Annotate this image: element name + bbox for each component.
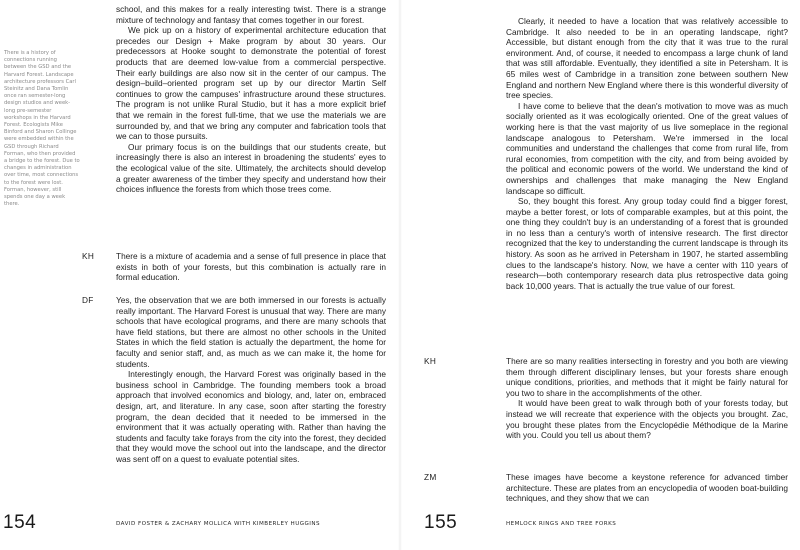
df-answer <box>116 295 386 465</box>
paragraph: We pick up on a history of experimental architecture education that precedes our Design + Make program by about 30 years. Our predecessors at Hooke sought to demonstrate the potential of forest products that are deemed low-value from a commercial perspective. Their early buildings are also now sit in the center of our campus. The design–build–oriented program set up by our director Martin Self continues to grow the campuses' infrastructure around these structures. The program is not unlike Rural Studio, but it has a more explicit brief that we remain in the forest full-time, that we use the materials we are surrounded by, and that we bring any computer and fabrication tools that we can to those pursuits. <box>116 25 386 142</box>
speaker-label-kh: KH <box>82 251 95 261</box>
paragraph: Clearly, it needed to have a location that was relatively accessible to Cambridge. It also needed to be in an operating landscape, right? Accessible, but distant enough from the city that it was true to the rural environment. And, of course, it needed to encompass a large chunk of land that was still affordable. Eventually, they identified a site in Petersham. It is 65 miles west of Cambridge in a transition zone between southern New England and northern New England where there is this wonderful diversity of tree species. <box>506 16 788 101</box>
text-block-intro <box>116 4 386 195</box>
paragraph: school, and this makes for a really interesting twist. There is a strange mixture of technology and fantasy that comes together in our forest. <box>116 4 386 25</box>
kh-question <box>506 356 788 441</box>
text-block-continued <box>506 16 788 291</box>
paragraph: I have come to believe that the dean's motivation to move was as much socially oriented as it was ecologically oriented. One of the great values of working here is that the vast majority of us live someplace in the regional landscape analogous to Petersham. We're immersed in the local communities and understand the challenges that come from rural life, from rural economies, from competition with the city, and from being avoided by the political and economic powers of the world. We understand the kind of ownerships and challenges that make managing the New England landscape so difficult. <box>506 100 788 196</box>
speaker-label-kh: KH <box>424 356 437 366</box>
running-head: HEMLOCK RINGS AND TREE FORKS <box>506 521 617 527</box>
right-page <box>400 0 800 550</box>
zm-answer <box>506 472 788 504</box>
paragraph: So, they bought this forest. Any group today could find a bigger forest, maybe a better forest, or lots of comparable examples, but at this point, the one thing they couldn't buy is an understanding of a forest that is grounded in no less than a century's worth of intensive research. The first director recognized that the key to understanding the current landscape is through its history. As soon as he arrived in Petersham in 1907, he started assembling clues to the landscape's history. Now, we have a center with 110 years of research—both contemporary research data plus retrospective data going back 10,000 years. That is actually the true value of our forest. <box>506 196 788 291</box>
sidenote: There is a history of connections running between the GSD and the Harvard Forest. Landscape architecture professors Carl Steinitz and Dana Tomlin once ran semester-long design studios and week-long pre-semester workshops in the Harvard Forest. Ecologists Mike Binford and Sharon Collinge were embedded within the GSD through Richard Forman, who then provided a bridge to the forest. Due to changes in administration over time, most connections to the forest were lost. Forman, however, still spends one day a week there. <box>4 50 80 208</box>
paragraph: It would have been great to walk through both of your forests today, but instead we will recreate that experience with the objects you brought. Zac, you brought these plates from the Encyclopédie Méthodique de la Marine with you. Could you tell us about them? <box>506 398 788 441</box>
kh-answer <box>116 251 386 283</box>
paragraph: These images have become a keystone reference for advanced timber architecture. These are plates from an encyclopedia of wooden boat-building techniques, and they show that we can <box>506 472 788 504</box>
speaker-label-df: DF <box>82 295 94 305</box>
paragraph: Our primary focus is on the buildings that our students create, but increasingly there is also an interest in broadening the students' eyes to the ecological value of the site. Ultimately, the architects should develop a greater awareness of the timber they specify and understand how their choices influence the forests from which those trees come. <box>116 141 386 195</box>
paragraph: There is a mixture of academia and a sense of full presence in place that exists in both of your forests, but this combination is actually rare in formal education. <box>116 251 386 283</box>
paragraph: Yes, the observation that we are both immersed in our forests is actually really important. The Harvard Forest is unusual that way. There are many schools that have ecological programs, and there are many schools that have field stations, but there are almost no other schools in the United States in which the field station is actually the department, the home for faculty and senior staff, and, as much as we can make it, the home for students. <box>116 295 386 369</box>
page-number: 155 <box>424 512 458 533</box>
running-head: DAVID FOSTER & ZACHARY MOLLICA WITH KIMBERLEY HUGGINS <box>116 521 321 527</box>
page-number: 154 <box>3 512 37 533</box>
paragraph: Interestingly enough, the Harvard Forest was originally based in the business school in Cambridge. The founding members took a broad approach that involved economics and biology, and, later on, embraced design, art, and literature. In any case, soon after starting the forestry program, the dean decided that it needed to be immersed in the environment that it was actually operating with. Rather than having the students and faculty take forays from the city into the forest, they decided that they would move the school out into the landscape, and the director was sent off on a quest to evaluate potential sites. <box>116 369 386 464</box>
speaker-label-zm: ZM <box>424 472 437 482</box>
paragraph: There are so many realities intersecting in forestry and you both are viewing them through different disciplinary lenses, but your forests share enough unique conditions, priorities, and methods that it might be fairly natural for you two to share in the accomplishments of the other. <box>506 356 788 398</box>
